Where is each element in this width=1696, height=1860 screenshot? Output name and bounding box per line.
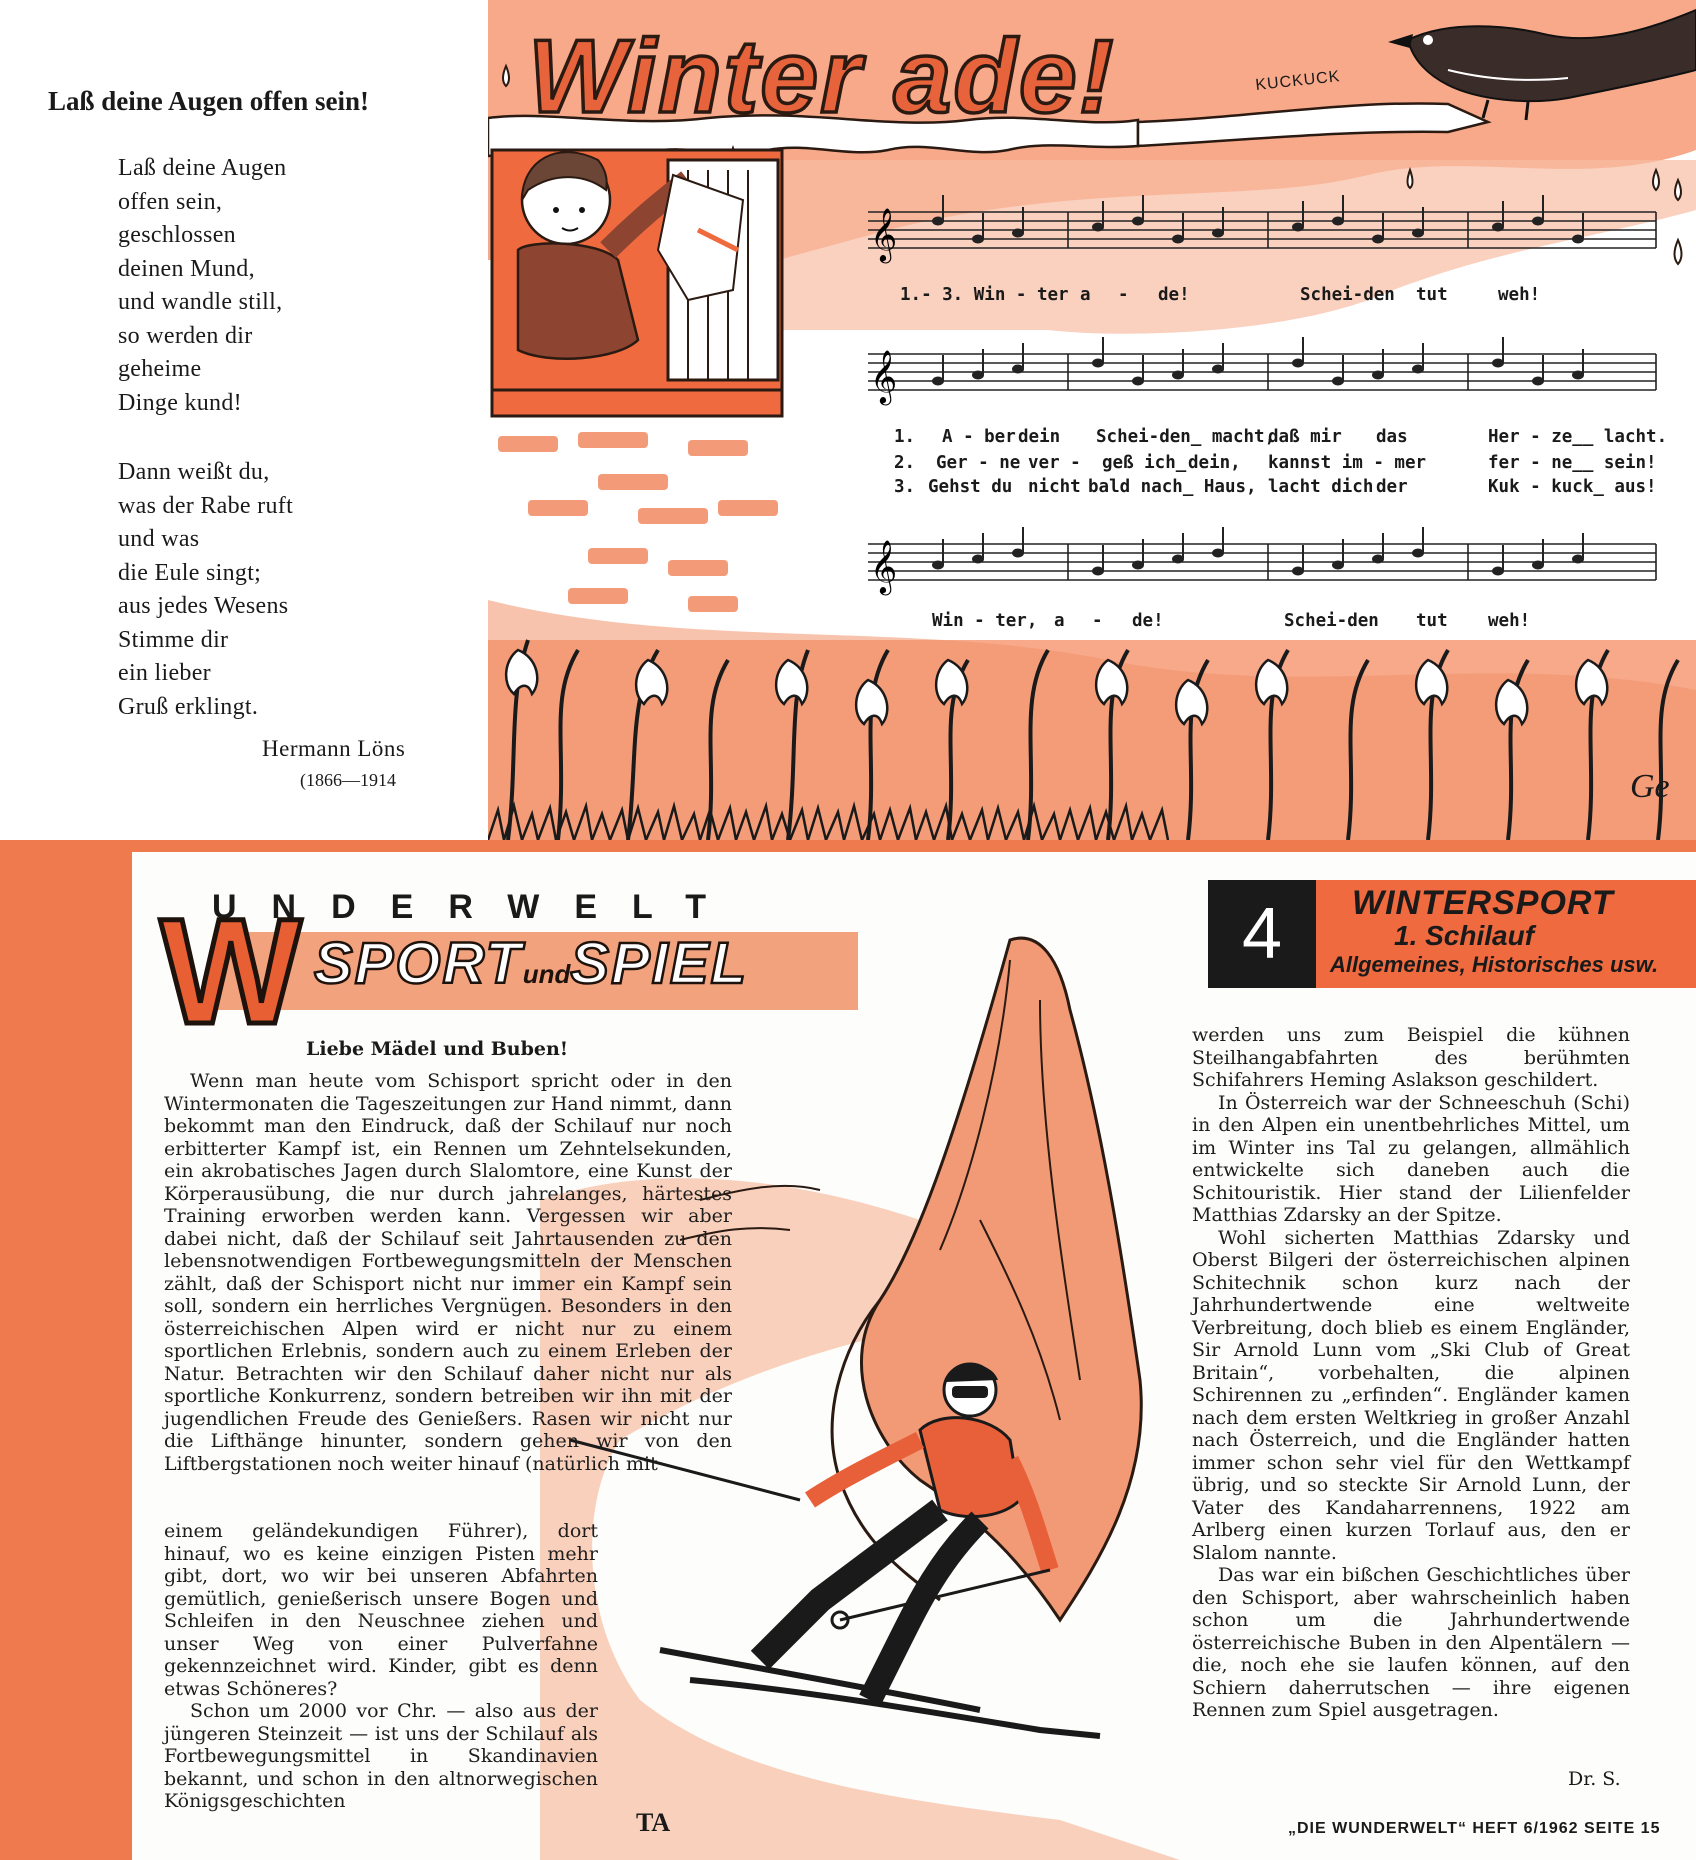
- lyric: Her - ze__ lacht.: [1488, 427, 1668, 447]
- drop-icon: [1653, 170, 1659, 190]
- article-paragraph: Wohl sicherten Matthias Zdarsky und Oberst Bilgeri der österreichischen alpinen Schitechnik schon kurz nach der Jahrhundertwende eine weltweite Verbreitung, doch blieb es einem Engländer, Sir Arnold Lunn vom „Ski Club of Great Britain“, vorbehalten, die alpinen Schirennen zu „erfinden“. Engländer kamen nach dem ersten Weltkrieg in großer Anzahl nach Österreich, und die Engländer hatten immer schon sehr viel für den Wettkampf übrig, und so steckte Sir Arnold Lunn, der Vater des Kandaharrennens, 1922 am Arlberg einen kurzen Torlauf aus, den er Slalom nannte.: [1192, 1226, 1630, 1564]
- article-paragraph: Wenn man heute vom Schisport spricht oder in den Wintermonaten die Tageszeitungen zur Hand nimmt, dann bekommt man den Eindruck, daß der Schilauf nur noch erbitterter Kampf ist, ein Rennen um Zehntelsekunden, ein akrobatisches Jagen durch Slalomtore, eine Kunst der Körperausübung, die nur durch jahrelanges, härtestes Training erworben werden kann. Vergessen wir aber dabei nicht, daß der Schilauf seit Jahrtausenden zu den lebensnotwendigen Fortbewegungsmitteln der Menschen zählt, daß der Schisport nicht nur immer ein Kampf sein soll, sondern ein herrliches Vergnügen. Besonders in den österreichischen Alpen wird er nicht nur zu einem sportlichen Erlebnis, sondern auch zu einem Erleben der Natur. Betrachten wir den Schilauf daher nicht nur als sportliche Konkurrenz, sondern betreiben wir ihn mit der jugendlichen Freude des Genießers. Rasen wir nicht nur die Lifthänge hinunter, sondern gehen wir von den Liftbergstationen noch weiter hinauf (natürlich mit: [164, 1070, 732, 1475]
- section-title: WINTERSPORT: [1352, 884, 1614, 922]
- poem-stanza-1: [118, 152, 286, 420]
- ground-wash-2: [488, 600, 1696, 840]
- brick-wall: [498, 432, 778, 612]
- poem-title: Laß deine Augen offen sein!: [48, 86, 370, 116]
- poem-line: und was: [118, 526, 200, 552]
- lyric: das: [1376, 427, 1408, 447]
- lyric: daß mir: [1268, 427, 1342, 447]
- page-footer: „DIE WUNDERWELT“ HEFT 6/1962 SEITE 15: [1288, 1820, 1661, 1837]
- header-big-w: W: [160, 887, 302, 1055]
- bird-call: KUCKUCK: [1254, 68, 1342, 94]
- illustrator-initials: TA: [636, 1808, 671, 1837]
- drop-icon: [503, 66, 509, 86]
- lyric: A - ber: [942, 427, 1016, 447]
- lyric: 1.- 3. Win - ter: [900, 285, 1069, 305]
- lyric: bald nach_ Haus,: [1088, 477, 1257, 497]
- song-illustration: [488, 0, 1696, 840]
- header-spiel: SPIEL: [570, 931, 749, 996]
- header-subtitle: [314, 930, 748, 997]
- lyric: kannst im - mer: [1268, 453, 1427, 473]
- poem-line: deinen Mund,: [118, 255, 255, 282]
- lyric: 2.: [894, 453, 916, 473]
- lyric: der: [1376, 477, 1408, 497]
- drop-icon: [1408, 170, 1413, 188]
- poem-author: Hermann Löns: [262, 736, 406, 761]
- song-sheet: [488, 0, 1696, 840]
- article-greeting: Liebe Mädel und Buben!: [306, 1038, 569, 1060]
- lyric: Kuk - kuck_ aus!: [1488, 477, 1657, 497]
- lyric: tut: [1416, 611, 1448, 631]
- treble-clef-icon: 𝄞: [870, 539, 898, 593]
- lyric: a: [1054, 611, 1065, 631]
- lyric: a: [1080, 285, 1091, 305]
- song-title: Winter ade!: [528, 19, 1116, 135]
- lyric: -: [1118, 285, 1129, 305]
- drop-icon: [1675, 180, 1681, 200]
- poem-line: Stimme dir: [118, 626, 229, 653]
- lyric: 1.: [894, 427, 916, 447]
- lyric: dein,: [1188, 453, 1241, 473]
- poem-line: geheime: [118, 356, 202, 382]
- lyric: fer - ne__ sein!: [1488, 453, 1657, 473]
- article-paragraph: Schon um 2000 vor Chr. — also aus der jüngeren Steinzeit — ist uns der Schilauf als Fortbewegungsmittel in Skandinavien bekannt, und schon in den altnorwegischen Königsgeschichten: [164, 1700, 598, 1812]
- article-paragraph: werden uns zum Beispiel die kühnen Steilhangabfahrten des berühmten Schifahrers Heming Aslakson geschildert.: [1192, 1024, 1630, 1091]
- section-number: 4: [1208, 880, 1316, 988]
- verse-1: [894, 427, 1667, 447]
- verse-3: [894, 477, 1657, 497]
- poem-line: Dinge kund!: [118, 389, 242, 416]
- article-column-1b: [164, 1520, 598, 1813]
- lyric: geß ich_: [1102, 453, 1187, 473]
- article-signature: Dr. S.: [1568, 1768, 1621, 1790]
- lyric: Schei-den_ macht,: [1096, 427, 1276, 447]
- lyric: tut: [1416, 285, 1448, 305]
- lyric: nicht: [1028, 477, 1081, 497]
- lyric: Ger - ne: [936, 453, 1021, 473]
- lyric: Gehst du: [928, 477, 1013, 497]
- poem-line: ein lieber: [118, 660, 211, 686]
- section-subtitle: 1. Schilauf: [1394, 920, 1535, 951]
- lyric: Win - ter,: [932, 611, 1038, 631]
- song-illustrator-signature: Ge: [1630, 768, 1670, 805]
- poem-line: geschlossen: [118, 222, 236, 248]
- section-detail: Allgemeines, Historisches usw.: [1330, 952, 1659, 977]
- poem-years: (1866—1914: [300, 770, 396, 790]
- treble-clef-icon: 𝄞: [870, 207, 898, 261]
- lyric: Schei-den: [1284, 611, 1379, 631]
- poem-line: offen sein,: [118, 188, 223, 215]
- article-column-1: [164, 1070, 732, 1475]
- poem-line: so werden dir: [118, 322, 253, 349]
- header-und: und: [522, 959, 571, 989]
- lyric: weh!: [1498, 285, 1541, 305]
- drop-icon: [1675, 240, 1682, 264]
- article-paragraph: In Österreich war der Schneeschuh (Schi) in den Alpen ein unentbehrliches Mittel, um im Winter ins Tal zu gelangen, allmählich entwickelte sich daneben auch die Schitouristik. Hier stand der Lilienfelder Matthias Zdarsky an der Spitze.: [1192, 1091, 1630, 1226]
- lyrics-staff-3: [932, 611, 1530, 631]
- lyric: weh!: [1488, 611, 1531, 631]
- lyric: lacht dich: [1268, 477, 1374, 497]
- article-paragraph: einem geländekundigen Führer), dort hinauf, wo es keine einzigen Pisten mehr gibt, dort, wo wir bei unseren Abfahrten gemütlich, genießerisch unsere Bogen und Schleifen in den Neuschnee ziehen und unser Weg von einer Pulverfahne gekennzeichnet wird. Kinder, gibt es denn etwas Schöneres?: [164, 1520, 598, 1700]
- article-paragraph: Das war ein bißchen Geschichtliches über den Schisport, aber wahrscheinlich haben schon um die Jahrhundertwende österreichische Buben in den Alpentälern — die, noch ehe sie laufen können, auf den Schiern daherrutschen — ihre eigenen Rennen zum Spiel ausgetragen.: [1192, 1564, 1630, 1721]
- poem-line: was der Rabe ruft: [118, 492, 294, 519]
- verse-2: [894, 453, 1657, 473]
- poem-line: und wandle still,: [118, 289, 283, 315]
- poem-line: aus jedes Wesens: [118, 593, 289, 619]
- lyric: 3.: [894, 477, 916, 497]
- lyric: -: [1092, 611, 1103, 631]
- lyric: de!: [1132, 611, 1164, 631]
- poem-stanza-2: [118, 456, 293, 724]
- article-column-2: [1192, 1024, 1630, 1722]
- poem-line: Gruß erklingt.: [118, 693, 259, 720]
- lyric: de!: [1158, 285, 1190, 305]
- poem-line: Dann weißt du,: [118, 459, 270, 485]
- header-sport: SPORT: [314, 931, 523, 996]
- girl-window-illustration: [492, 150, 782, 416]
- header-letters: UNDERWELT: [212, 888, 742, 926]
- treble-clef-icon: 𝄞: [870, 349, 898, 403]
- orange-wash-2: [778, 160, 1696, 334]
- lyric: Schei-den: [1300, 285, 1395, 305]
- lyric: dein: [1018, 427, 1061, 447]
- poem-line: Laß deine Augen: [118, 155, 287, 181]
- poem-line: die Eule singt;: [118, 559, 262, 586]
- lyric: ver -: [1028, 453, 1081, 473]
